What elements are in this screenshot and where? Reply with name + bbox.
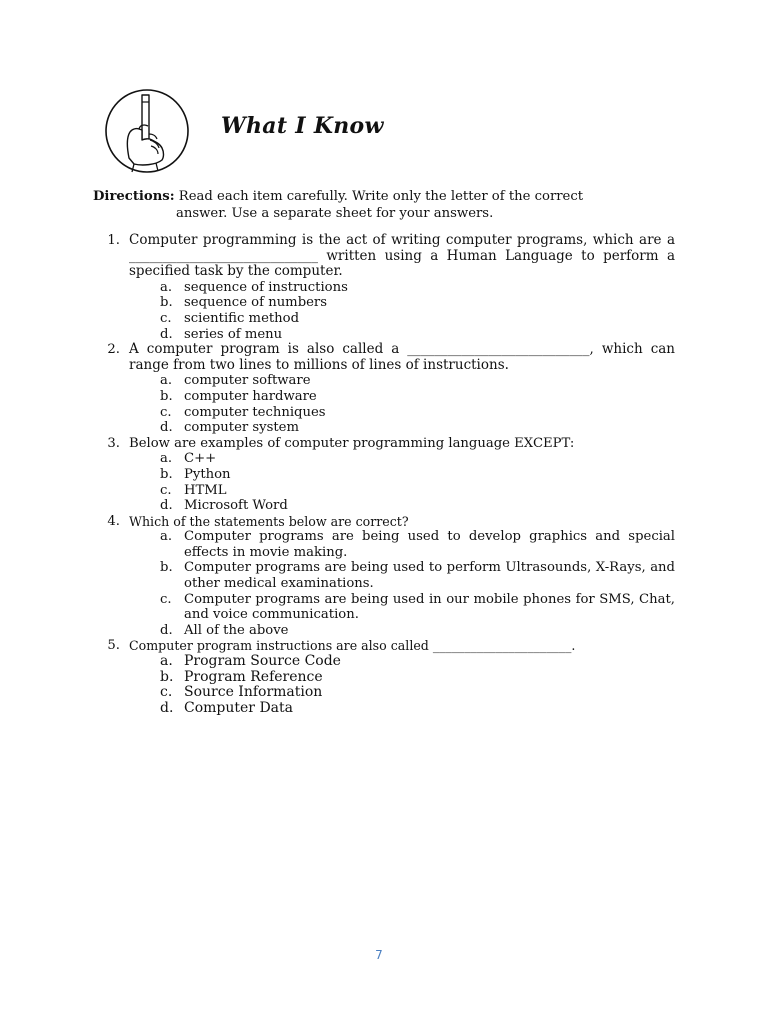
question-number: 2. xyxy=(107,342,120,358)
choice-text: C++ xyxy=(184,451,217,467)
choice-text: computer techniques xyxy=(184,404,326,420)
choice-item xyxy=(129,451,675,467)
choice-text: series of menu xyxy=(184,326,283,342)
choice-item xyxy=(129,654,675,670)
choice-letter: a. xyxy=(160,279,173,295)
choice-item xyxy=(129,311,675,327)
question-item xyxy=(100,514,675,639)
choice-letter: b. xyxy=(160,388,173,404)
question-text: Computer programming is the act of writing computer programs, which are a ____________________________ written using a Human Language to perform a specified task by the computer. xyxy=(129,232,675,280)
question-number: 4. xyxy=(107,513,120,529)
choice-item xyxy=(129,295,675,311)
choice-letter: b. xyxy=(160,560,173,576)
choice-item xyxy=(129,498,675,514)
question-text: A computer program is also called a ___________________________, which can range from two lines to millions of lines of instructions. xyxy=(129,341,675,373)
choice-item xyxy=(129,373,675,389)
question-list xyxy=(100,233,675,716)
question-text: Below are examples of computer programming language EXCEPT: xyxy=(129,435,575,451)
choice-letter: d. xyxy=(160,326,173,342)
directions-text-line-2: answer. Use a separate sheet for your answers. xyxy=(176,206,494,221)
question-number: 1. xyxy=(107,233,120,248)
choice-item xyxy=(129,685,675,701)
choice-item xyxy=(129,420,675,436)
choice-text: scientific method xyxy=(184,310,300,326)
section-header xyxy=(104,88,624,178)
choice-list xyxy=(129,280,675,342)
choice-text: sequence of numbers xyxy=(184,295,328,311)
choice-letter: a. xyxy=(160,529,173,545)
choice-text: Python xyxy=(184,466,231,482)
choice-letter: d. xyxy=(160,498,173,514)
question-item xyxy=(100,436,675,514)
page-title: What I Know xyxy=(221,113,384,139)
choice-item xyxy=(129,389,675,405)
choice-letter: d. xyxy=(160,699,174,716)
choice-letter: c. xyxy=(160,591,172,607)
choice-item xyxy=(129,529,675,560)
choice-text: All of the above xyxy=(184,622,289,638)
choice-text: sequence of instructions xyxy=(184,279,348,295)
question-number: 5. xyxy=(107,638,120,654)
choice-letter: b. xyxy=(160,668,174,685)
choice-letter: b. xyxy=(160,466,173,482)
question-item xyxy=(100,233,675,342)
page-number: 7 xyxy=(375,948,383,962)
question-text: Computer program instructions are also called ______________________. xyxy=(129,638,576,654)
choice-letter: c. xyxy=(160,404,172,420)
choice-text: Microsoft Word xyxy=(184,498,288,514)
choice-text: Computer programs are being used in our mobile phones for SMS, Chat, and voice communication. xyxy=(184,591,675,623)
choice-list xyxy=(129,451,675,513)
choice-text: Computer Data xyxy=(184,699,293,716)
choice-text: HTML xyxy=(184,482,227,498)
hand-holding-pencil-icon xyxy=(104,88,190,174)
choice-text: computer hardware xyxy=(184,388,317,404)
choice-list xyxy=(129,654,675,716)
directions-line-1 xyxy=(93,188,683,205)
choice-item xyxy=(129,560,675,591)
choice-letter: a. xyxy=(160,373,173,389)
choice-item xyxy=(129,280,675,296)
choice-item xyxy=(129,670,675,686)
choice-item xyxy=(129,623,675,639)
choice-item xyxy=(129,483,675,499)
choice-item xyxy=(129,701,675,717)
question-item xyxy=(100,342,675,436)
question-text: Which of the statements below are correct? xyxy=(129,513,409,529)
choice-item xyxy=(129,405,675,421)
choice-list xyxy=(129,529,675,638)
question-number: 3. xyxy=(107,435,120,451)
choice-letter: a. xyxy=(160,451,173,467)
choice-letter: a. xyxy=(160,653,173,670)
choice-item xyxy=(129,592,675,623)
choice-letter: d. xyxy=(160,420,173,436)
choice-text: Source Information xyxy=(184,684,323,701)
choice-letter: c. xyxy=(160,482,172,498)
choice-item xyxy=(129,327,675,343)
choice-text: computer system xyxy=(184,420,299,436)
question-item xyxy=(100,638,675,716)
choice-letter: d. xyxy=(160,622,173,638)
choice-letter: b. xyxy=(160,295,173,311)
choice-text: Computer programs are being used to develop graphics and special effects in movie making. xyxy=(184,529,675,560)
choice-text: Program Reference xyxy=(184,668,323,685)
choice-letter: c. xyxy=(160,310,172,326)
choice-text: Program Source Code xyxy=(184,653,341,670)
choice-list xyxy=(129,373,675,435)
directions-label: Directions: xyxy=(93,189,175,204)
choice-letter: c. xyxy=(160,684,173,701)
directions xyxy=(93,188,683,222)
directions-text-line-1: Read each item carefully. Write only the letter of the correct xyxy=(178,189,584,204)
choice-text: Computer programs are being used to perform Ultrasounds, X-Rays, and other medical examinations. xyxy=(184,560,675,592)
choice-item xyxy=(129,467,675,483)
choice-text: computer software xyxy=(184,373,311,389)
